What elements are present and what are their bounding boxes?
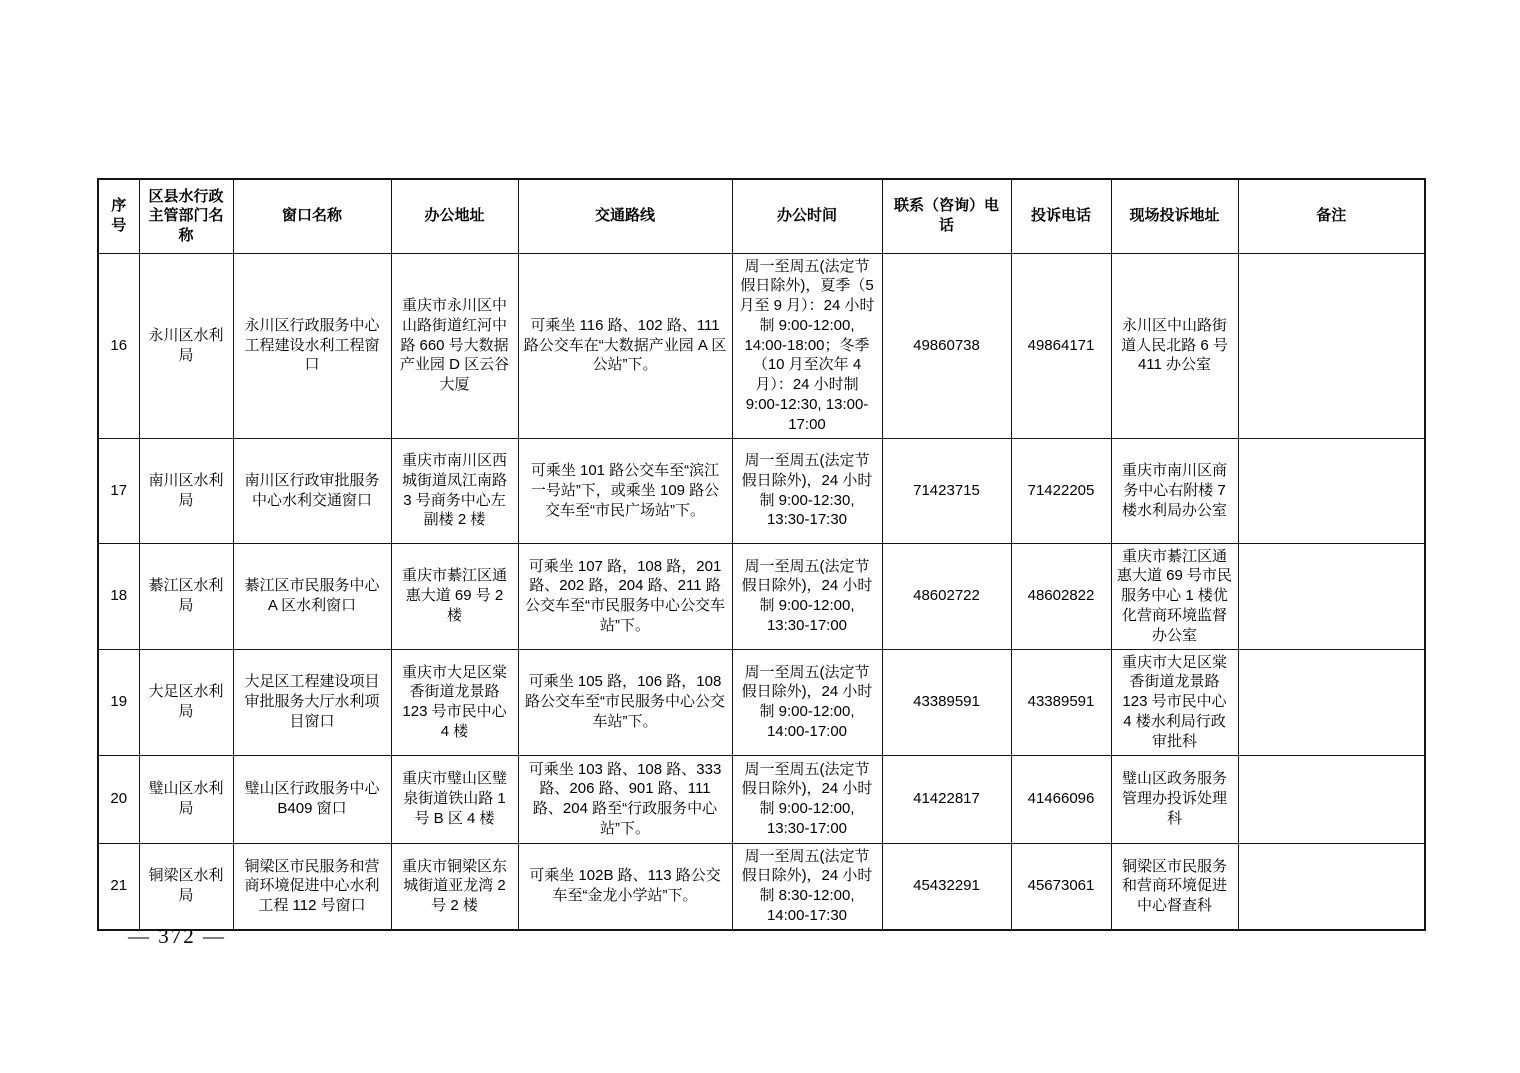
column-header-remark: 备注 bbox=[1238, 179, 1425, 253]
table-row bbox=[98, 755, 1425, 843]
cell-phone: 49860738 bbox=[882, 253, 1011, 438]
cell-phone: 43389591 bbox=[882, 649, 1011, 755]
cell-complaint-address: 重庆市綦江区通惠大道 69 号市民服务中心 1 楼优化营商环境监督办公室 bbox=[1111, 543, 1238, 649]
column-header-department: 区县水行政主管部门名称 bbox=[139, 179, 233, 253]
cell-route: 可乘坐 102B 路、113 路公交车至“金龙小学站”下。 bbox=[518, 843, 732, 930]
cell-phone: 71423715 bbox=[882, 438, 1011, 543]
cell-hours: 周一至周五(法定节假日除外)，24 小时制 9:00-12:30, 13:30-17:30 bbox=[732, 438, 882, 543]
table-header-row bbox=[98, 179, 1425, 253]
cell-route: 可乘坐 101 路公交车至“滨江一号站”下，或乘坐 109 路公交车至“市民广场站”下。 bbox=[518, 438, 732, 543]
cell-remark bbox=[1238, 755, 1425, 843]
cell-phone: 41422817 bbox=[882, 755, 1011, 843]
cell-route: 可乘坐 105 路，106 路，108 路公交车至“市民服务中心公交车站”下。 bbox=[518, 649, 732, 755]
cell-window: 大足区工程建设项目审批服务大厅水利项目窗口 bbox=[233, 649, 391, 755]
cell-window: 璧山区行政服务中心 B409 窗口 bbox=[233, 755, 391, 843]
cell-hours: 周一至周五(法定节假日除外)，24 小时制 8:30-12:00, 14:00-17:30 bbox=[732, 843, 882, 930]
cell-remark bbox=[1238, 843, 1425, 930]
cell-hours: 周一至周五(法定节假日除外)，24 小时制 9:00-12:00, 13:30-17:00 bbox=[732, 755, 882, 843]
cell-seq: 21 bbox=[98, 843, 139, 930]
table-row bbox=[98, 843, 1425, 930]
service-windows-table bbox=[97, 178, 1426, 931]
table-row bbox=[98, 543, 1425, 649]
cell-department: 大足区水利局 bbox=[139, 649, 233, 755]
column-header-seq: 序号 bbox=[98, 179, 139, 253]
cell-complaint-phone: 48602822 bbox=[1011, 543, 1111, 649]
cell-complaint-phone: 49864171 bbox=[1011, 253, 1111, 438]
cell-route: 可乘坐 116 路、102 路、111 路公交车在“大数据产业园 A 区公站”下。 bbox=[518, 253, 732, 438]
cell-route: 可乘坐 103 路、108 路、333 路、206 路、901 路、111 路、204 路至“行政服务中心站”下。 bbox=[518, 755, 732, 843]
column-header-address: 办公地址 bbox=[391, 179, 518, 253]
cell-remark bbox=[1238, 543, 1425, 649]
cell-window: 南川区行政审批服务中心水利交通窗口 bbox=[233, 438, 391, 543]
cell-complaint-address: 璧山区政务服务管理办投诉处理科 bbox=[1111, 755, 1238, 843]
cell-hours: 周一至周五(法定节假日除外)，24 小时制 9:00-12:00, 14:00-17:00 bbox=[732, 649, 882, 755]
cell-remark bbox=[1238, 649, 1425, 755]
table-row bbox=[98, 253, 1425, 438]
cell-remark bbox=[1238, 253, 1425, 438]
cell-complaint-phone: 45673061 bbox=[1011, 843, 1111, 930]
cell-complaint-phone: 71422205 bbox=[1011, 438, 1111, 543]
cell-window: 綦江区市民服务中心 A 区水利窗口 bbox=[233, 543, 391, 649]
cell-remark bbox=[1238, 438, 1425, 543]
column-header-complaint-phone: 投诉电话 bbox=[1011, 179, 1111, 253]
cell-seq: 16 bbox=[98, 253, 139, 438]
page-number: — 372 — bbox=[128, 924, 226, 948]
cell-department: 璧山区水利局 bbox=[139, 755, 233, 843]
cell-complaint-address: 铜梁区市民服务和营商环境促进中心督查科 bbox=[1111, 843, 1238, 930]
cell-complaint-address: 重庆市南川区商务中心右附楼 7 楼水利局办公室 bbox=[1111, 438, 1238, 543]
cell-hours: 周一至周五(法定节假日除外)，夏季（5 月至 9 月）：24 小时制 9:00-12:00, 14:00-18:00；冬季（10 月至次年 4 月）：24 小时制 9:00-12:30, 13:00-17:00 bbox=[732, 253, 882, 438]
cell-complaint-phone: 43389591 bbox=[1011, 649, 1111, 755]
cell-phone: 45432291 bbox=[882, 843, 1011, 930]
cell-department: 綦江区水利局 bbox=[139, 543, 233, 649]
cell-department: 南川区水利局 bbox=[139, 438, 233, 543]
table-row bbox=[98, 438, 1425, 543]
cell-seq: 20 bbox=[98, 755, 139, 843]
cell-window: 永川区行政服务中心工程建设水利工程窗口 bbox=[233, 253, 391, 438]
cell-department: 永川区水利局 bbox=[139, 253, 233, 438]
cell-seq: 17 bbox=[98, 438, 139, 543]
cell-complaint-phone: 41466096 bbox=[1011, 755, 1111, 843]
cell-complaint-address: 永川区中山路街道人民北路 6 号 411 办公室 bbox=[1111, 253, 1238, 438]
cell-address: 重庆市大足区棠香街道龙景路 123 号市民中心 4 楼 bbox=[391, 649, 518, 755]
column-header-window: 窗口名称 bbox=[233, 179, 391, 253]
column-header-hours: 办公时间 bbox=[732, 179, 882, 253]
cell-seq: 19 bbox=[98, 649, 139, 755]
cell-window: 铜梁区市民服务和营商环境促进中心水利工程 112 号窗口 bbox=[233, 843, 391, 930]
cell-complaint-address: 重庆市大足区棠香街道龙景路 123 号市民中心 4 楼水利局行政审批科 bbox=[1111, 649, 1238, 755]
cell-address: 重庆市璧山区璧泉街道铁山路 1 号 B 区 4 楼 bbox=[391, 755, 518, 843]
column-header-phone: 联系（咨询）电话 bbox=[882, 179, 1011, 253]
column-header-complaint-address: 现场投诉地址 bbox=[1111, 179, 1238, 253]
cell-hours: 周一至周五(法定节假日除外)，24 小时制 9:00-12:00, 13:30-17:00 bbox=[732, 543, 882, 649]
cell-address: 重庆市綦江区通惠大道 69 号 2 楼 bbox=[391, 543, 518, 649]
table-row bbox=[98, 649, 1425, 755]
cell-address: 重庆市永川区中山路街道红河中路 660 号大数据产业园 D 区云谷大厦 bbox=[391, 253, 518, 438]
cell-address: 重庆市铜梁区东城街道亚龙湾 2 号 2 楼 bbox=[391, 843, 518, 930]
cell-address: 重庆市南川区西城街道凤江南路 3 号商务中心左副楼 2 楼 bbox=[391, 438, 518, 543]
column-header-route: 交通路线 bbox=[518, 179, 732, 253]
cell-route: 可乘坐 107 路，108 路，201 路、202 路，204 路、211 路公交车至“市民服务中心公交车站”下。 bbox=[518, 543, 732, 649]
cell-department: 铜梁区水利局 bbox=[139, 843, 233, 930]
cell-phone: 48602722 bbox=[882, 543, 1011, 649]
cell-seq: 18 bbox=[98, 543, 139, 649]
